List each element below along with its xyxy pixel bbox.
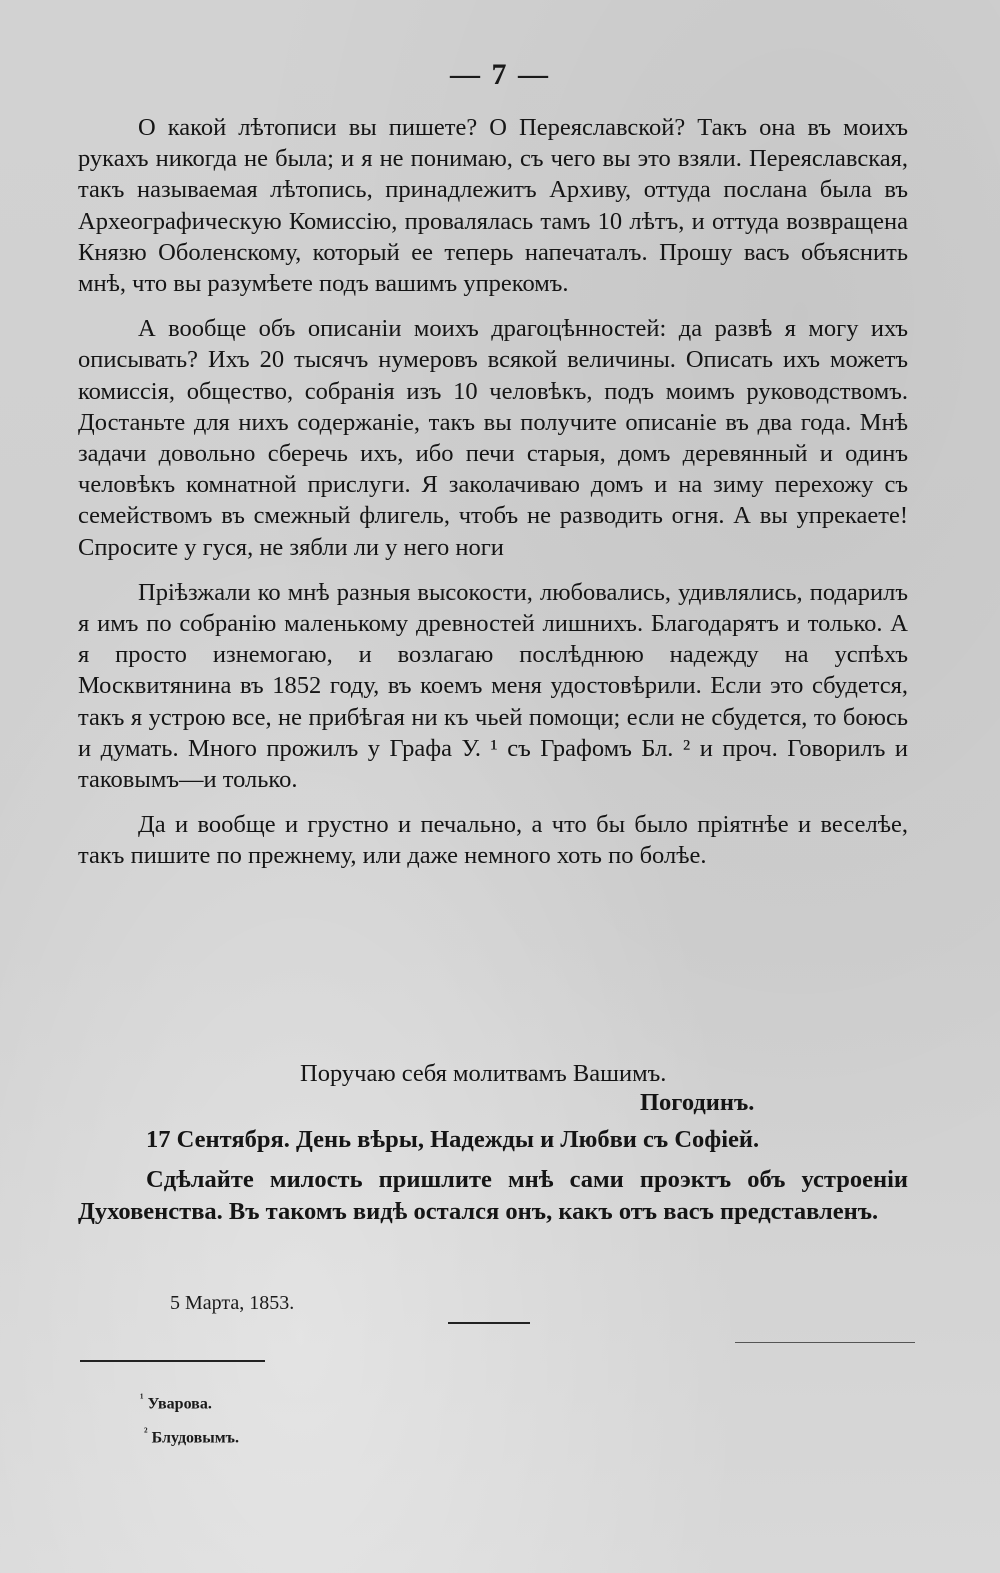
signature: Погодинъ. bbox=[640, 1089, 755, 1116]
footnote-rule bbox=[80, 1360, 265, 1362]
footnote-text: Уварова. bbox=[147, 1395, 212, 1413]
bleedthrough-divider bbox=[735, 1342, 915, 1343]
paragraph-2: А вообще объ описаніи моихъ драгоцѣнностей: да развѣ я могу ихъ описывать? Ихъ 20 тысячъ нумеровъ всякой величины. Описать ихъ можетъ комиссія, общество, собранія изъ 10 человѣкъ, подъ моимъ руководствомъ. Достаньте для нихъ содержаніе, такъ вы получите описаніе въ два года. Мнѣ задачи довольно сберечь ихъ, ибо печи старыя, домъ деревянный и одинъ человѣкъ комнатной прислуги. Я заколачиваю домъ и на зиму перехожу съ семействомъ въ смежный флигель, чтобъ не разводить огня. А вы упрекаете! Спросите у гуся, не зябли ли у него ноги bbox=[78, 315, 908, 561]
footnote-mark: ¹ bbox=[140, 1391, 144, 1405]
footnote-2 bbox=[144, 1418, 239, 1452]
section-divider bbox=[448, 1322, 530, 1324]
postscript bbox=[78, 1164, 908, 1228]
closing-line: Поручаю себя молитвамъ Вашимъ. bbox=[300, 1060, 667, 1087]
letter-date: 17 Сентября. День вѣры, Надежды и Любви съ Софіей. bbox=[146, 1126, 760, 1153]
footnote-1 bbox=[140, 1384, 239, 1418]
paragraph-1: О какой лѣтописи вы пишете? О Переяславской? Такъ она въ моихъ рукахъ никогда не была; и я не понимаю, съ чего вы это взяли. Переяславская, такъ называемая лѣтопись, принадлежитъ Архиву, оттуда послана была въ Археографическую Комиссію, провалялась тамъ 10 лѣтъ, и оттуда возвращена Князю Оболенскому, который ее теперь напечаталъ. Прошу васъ объяснить мнѣ, что вы разумѣете подъ вашимъ упрекомъ. bbox=[78, 114, 908, 298]
paragraph-3: Пріѣзжали ко мнѣ разныя высокости, любовались, удивлялись, подарилъ я имъ по собранію маленькому древностей лишнихъ. Благодарятъ и только. А я просто изнемогаю, и возлагаю послѣднюю надежду на успѣхъ Москвитянина въ 1852 году, въ коемъ меня удостовѣрили. Если это сбудется, такъ я устрою все, не прибѣгая ни къ чьей помощи; если не сбудется, то боюсь и думать. Много прожилъ у Графа У. ¹ съ Графомъ Бл. ² и проч. Говорилъ и таковымъ—и только. bbox=[78, 578, 908, 794]
postscript-date: 5 Марта, 1853. bbox=[170, 1292, 295, 1314]
letter-body bbox=[78, 112, 908, 886]
page-number: — 7 — bbox=[450, 58, 550, 91]
footnote-mark: ² bbox=[144, 1425, 148, 1440]
footnotes bbox=[140, 1384, 239, 1453]
footnote-text: Блудовымъ. bbox=[151, 1429, 239, 1447]
paragraph-4: Да и вообще и грустно и печально, а что бы было пріятнѣе и веселѣе, такъ пишите по прежнему, или даже немного хоть по болѣе. bbox=[78, 811, 908, 870]
postscript-text: Сдѣлайте милость пришлите мнѣ сами проэктъ объ устроеніи Духовенства. Въ такомъ видѣ остался онъ, какъ отъ васъ представленъ. bbox=[78, 1166, 908, 1225]
